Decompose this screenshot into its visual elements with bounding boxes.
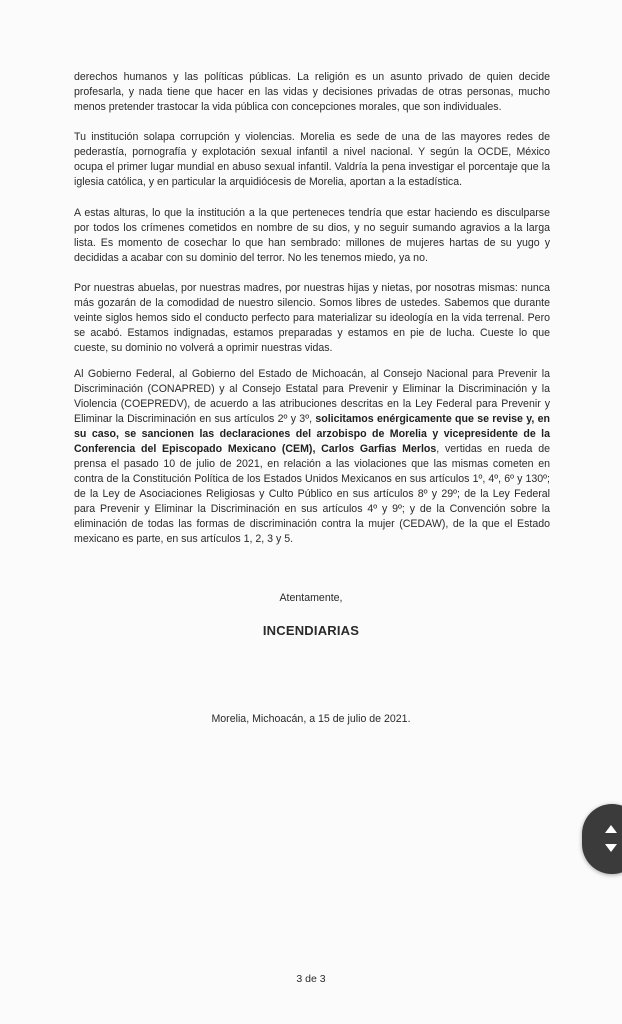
paragraph-5 [74, 367, 550, 547]
scroll-widget[interactable] [582, 804, 622, 874]
paragraph-1: derechos humanos y las políticas públicas. La religión es un asunto privado de quien decide profesarla, y nada tiene que hacer en las vidas y decisiones privadas de otras personas, mucho menos pretender trastocar la vida pública con concepciones morales, que son individuales. [74, 71, 550, 113]
signature: INCENDIARIAS [262, 623, 360, 638]
closing-salutation: Atentamente, [279, 592, 343, 604]
paragraph-3: A estas alturas, lo que la institución a la que perteneces tendría que estar haciendo es disculparse por todos los crímenes cometidos en nombre de su dios, y no seguir sumando agravios a la larga lista. Es momento de cosechar lo que han sembrado: millones de mujeres hartas de su yugo y decididas a acabar con su dominio del terror. No les tenemos miedo, ya no. [74, 207, 550, 264]
paragraph-4: Por nuestras abuelas, por nuestras madres, por nuestras hijas y nietas, por nosotras mismas: nunca más gozarán de la comodidad de nuestro silencio. Somos libres de ustedes. Sabemos que durante veinte siglos hemos sido el conducto perfecto para materializar su ideología en la vida terrenal. Pero se acabó. Estamos indignadas, estamos preparadas y estamos en pie de lucha. Cueste lo que cueste, su dominio no volverá a oprimir nuestras vidas. [74, 282, 550, 354]
scroll-arrows [603, 804, 619, 874]
page-number: 3 de 3 [296, 973, 326, 985]
paragraph-2: Tu institución solapa corrupción y violencias. Morelia es sede de una de las mayores redes de pederastía, pornografía y explotación sexual infantil a nivel nacional. Y según la OCDE, México ocupa el primer lugar mundial en abuso sexual infantil. Valdría la pena investigar el porcentaje que la iglesia católica, y en particular la arquidiócesis de Morelia, aportan a la estadística. [74, 131, 550, 188]
paragraph-5-bold-request: solicitamos enérgicamente que se revise y, en su caso, se sancionen las declaraciones del arzobispo de Morelia y vicepresidente de la Conferencia del Episcopado Mexicano (CEM), Carlos Garfias Merlos [74, 413, 550, 455]
place-date: Morelia, Michoacán, a 15 de julio de 2021. [211, 713, 411, 725]
paragraph-5-text-end: , vertidas en rueda de prensa el pasado 10 de julio de 2021, en relación a las violaciones que las mismas cometen en contra de la Constitución Política de los Estados Unidos Mexicanos en sus artículos 1º, 4º, 6º y 130º; de la Ley de Asociaciones Religiosas y Culto Público en sus artículos 8º y 29º; de la Ley Federal para Prevenir y Eliminar la Discriminación en sus artículos 4º y 9º; y de la Convención sobre la eliminación de todas las formas de discriminación contra la mujer (CEDAW), de la que el Estado mexicano es parte, en sus artículos 1, 2, 3 y 5. [74, 443, 550, 545]
paragraph-5-text-start: Al Gobierno Federal, al Gobierno del Estado de Michoacán, al Consejo Nacional para Prevenir la Discriminación (CONAPRED) y al Consejo Estatal para Prevenir y Eliminar la Discriminación y la Violencia (COEPREDV), de acuerdo a las atribuciones descritas en la Ley Federal para Prevenir y Eliminar la Discriminación en sus artículos 2º y 3º, [74, 368, 550, 425]
arrow-up-icon [605, 825, 617, 833]
arrow-down-icon [605, 844, 617, 852]
